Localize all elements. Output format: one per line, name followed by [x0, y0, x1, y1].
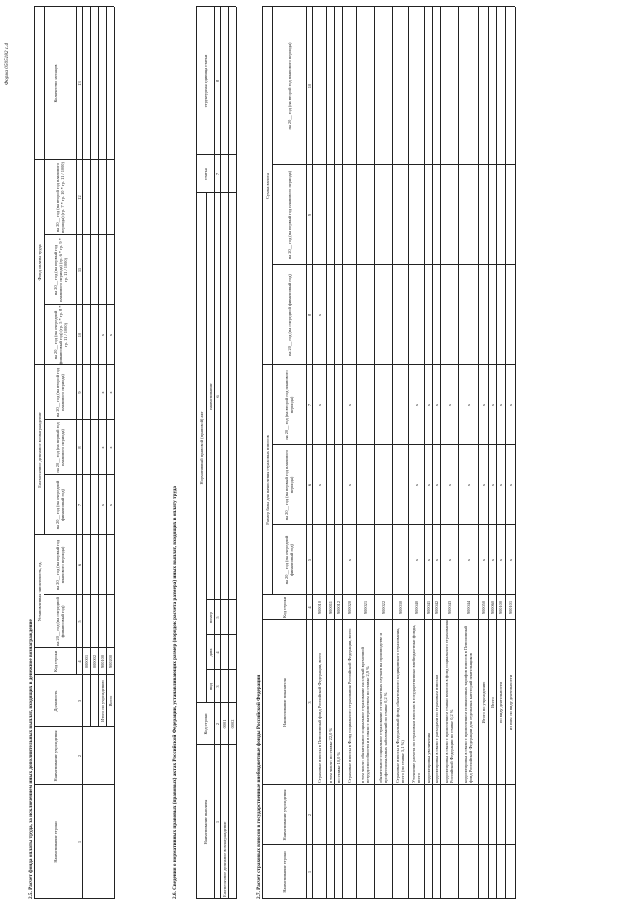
col-num-10: 10 — [76, 332, 82, 338]
col-num-2: 2 — [214, 722, 220, 726]
col-header-headcount: Установленная численность, ед. — [36, 561, 42, 622]
col-header-article: статья — [202, 168, 208, 180]
form-code: Форма 0505182 с.4 — [4, 43, 10, 85]
col-num-9: 9 — [306, 213, 312, 217]
row-label: Итого по учреждению — [480, 681, 486, 724]
row-label: Страховые взносы в Федеральный фонд обязательного медицинского страхования, всего (по ставке 5,1 %) — [395, 627, 405, 783]
col-num-8: 8 — [76, 446, 82, 449]
x-mark: х — [480, 483, 486, 487]
col-header-name: Наименование строки — [52, 821, 58, 863]
col-num-10: 10 — [306, 83, 312, 89]
x-mark: х — [425, 483, 431, 487]
x-mark: х — [480, 403, 486, 407]
row-label: по виду деятельности — [498, 682, 503, 723]
col-num-11: 11 — [76, 267, 82, 273]
row-label: Страховые взносы в Фонд социального страхования Российской Федерации, всего — [346, 628, 352, 783]
col-header-b3: на 20__ год (на второй год планового периода) — [284, 370, 294, 440]
x-mark: х — [346, 483, 352, 487]
col-num-4: 4 — [306, 606, 312, 609]
col-num-7: 7 — [306, 403, 312, 407]
row-code: 900060 — [489, 600, 495, 615]
section-2-5-title: 2.5. Расчет фонда оплаты труда, за исключением иных дополнительных выплат, входящих в денежное вознаграждение — [28, 619, 34, 899]
x-mark: х — [425, 403, 431, 407]
row-code: 900012 — [335, 600, 341, 615]
col-header-institution: Наименование учреждения — [52, 730, 58, 782]
row-label: корректировка в связи с применением пониженных тарифов взносов в Пенсионный фонд Российской Федерации для отдельных категорий плательщиков — [463, 626, 473, 783]
col-num-2: 2 — [306, 813, 312, 817]
col-header-contribution: Сумма взноса — [264, 173, 270, 199]
x-mark: х — [489, 403, 495, 407]
row-label: в том числе: обязательное социальное страхование на случай временной нетрудоспособности и в связи с материнством по ставке 2,9 % — [360, 647, 370, 783]
col-header-months: Количество месяцев — [52, 64, 58, 103]
row-code: 0002 — [229, 719, 235, 729]
col-header-monthly: Ежемесячное денежное вознаграждение — [36, 412, 42, 488]
col-header-date: дата — [207, 648, 213, 657]
row-code: 000002 — [91, 654, 97, 669]
x-mark: х — [507, 483, 513, 487]
row-label: по ставке 10,0 % — [335, 751, 341, 783]
col-num-4: 4 — [214, 651, 220, 654]
col-header-m3: на 20__ год (на второй год планового периода) — [55, 367, 65, 418]
col-header-fund: Фонд оплаты труда — [36, 244, 42, 281]
x-mark: х — [433, 558, 439, 562]
row-code: 900042 — [433, 600, 439, 615]
x-mark: х — [316, 313, 322, 317]
x-mark: х — [446, 558, 452, 562]
col-num-5: 5 — [76, 620, 82, 623]
x-mark: х — [489, 558, 495, 562]
col-num-7: 7 — [76, 503, 82, 507]
x-mark: х — [425, 558, 431, 562]
col-num-1: 1 — [214, 820, 220, 824]
col-header-code: Код строки — [52, 651, 58, 672]
row-code: 900200 — [107, 654, 113, 669]
x-mark: х — [99, 333, 105, 337]
x-mark: х — [107, 391, 113, 394]
col-num-3: 3 — [214, 685, 220, 688]
col-header-number: номер — [207, 611, 213, 624]
col-num-1: 1 — [306, 870, 312, 874]
row-label: Страховые взносы в Пенсионный фонд Российской Федерации, всего — [316, 652, 322, 783]
row-label-total: Всего — [107, 695, 113, 707]
col-num-12: 12 — [76, 195, 82, 200]
x-mark: х — [446, 403, 452, 407]
col-num-1: 1 — [76, 840, 82, 844]
row-code: 900040 — [413, 600, 419, 615]
row-label: корректировка увеличения — [425, 733, 431, 783]
x-mark: х — [498, 483, 503, 487]
x-mark: х — [316, 483, 322, 487]
x-mark: х — [465, 483, 471, 487]
col-header-s2: на 20__ год (на первый год планового периода) — [286, 170, 292, 260]
col-header-code: Код строки — [202, 713, 208, 735]
x-mark: х — [507, 558, 513, 562]
col-header-type: вид — [207, 683, 213, 690]
col-header-payment-name: Наименование выплаты — [202, 799, 208, 845]
x-mark: х — [99, 391, 105, 394]
col-num-3: 3 — [76, 699, 82, 703]
x-mark: х — [413, 483, 419, 487]
col-num-3: 3 — [306, 701, 312, 704]
row-code: 900041 — [425, 600, 431, 615]
x-mark: х — [433, 403, 439, 407]
row-label: корректировка в связи с применением ставки взносов в фонд социального страхования Российской Федерации по ставке 0,2 % — [444, 620, 454, 783]
x-mark: х — [507, 403, 513, 407]
col-header-b2: на 20__ год (на первый год планового периода) — [284, 449, 294, 521]
section-2-7-title: 2.7. Расчет страховых взносов в государственные внебюджетные фонды Российской Федерации — [256, 674, 262, 899]
row-code: 900022 — [380, 600, 386, 615]
row-code: 900044 — [465, 600, 471, 615]
x-mark: х — [498, 403, 503, 407]
x-mark: х — [316, 403, 322, 407]
col-header-institution: Наименование учреждения — [281, 789, 287, 841]
row-label: Всего — [489, 697, 495, 708]
col-num-2: 2 — [76, 754, 82, 758]
row-code: 900030 — [397, 600, 403, 615]
col-header-f3: на 20__ год (на второй год планового периода) (гр. 7 * гр. 10 * гр. 11 / 1000) — [55, 162, 65, 233]
col-header-f2: на 20__ год (на первый год планового периода) (гр. 6 * гр. 9 * гр. 11 / 1000) — [52, 238, 68, 302]
row-code: 900043 — [446, 600, 452, 615]
col-header-s1: на 20__ год (на очередной финансовый год) — [286, 274, 292, 356]
row-code: 900100 — [498, 600, 503, 615]
row-code: 900020 — [346, 600, 352, 615]
row-code: 000001 — [83, 654, 89, 669]
col-num-9: 9 — [76, 391, 82, 394]
row-label-monthly: Ежемесячное денежное вознаграждение — [221, 821, 227, 897]
col-num-6: 6 — [306, 483, 312, 487]
row-code: 900050 — [480, 600, 486, 615]
x-mark: х — [107, 333, 113, 337]
x-mark: х — [99, 503, 105, 507]
x-mark: х — [107, 446, 113, 449]
x-mark: х — [465, 403, 471, 407]
x-mark: х — [346, 403, 352, 407]
row-label-total-institution: Итого по учреждению — [99, 680, 105, 722]
col-num-6: 6 — [214, 395, 220, 398]
row-code: 900100 — [99, 654, 105, 669]
row-label: корректировка в связи с расходами по страховым взносам — [433, 674, 439, 783]
row-label: в том числе: по ставке 22,0 % — [327, 727, 333, 783]
col-num-7: 7 — [214, 172, 220, 176]
col-header-y2: на 20__ год (на первый год планового периода) — [55, 539, 65, 591]
col-header-position: Должность — [52, 690, 58, 712]
col-num-5: 5 — [214, 616, 220, 619]
x-mark: х — [413, 403, 419, 407]
row-label: из них: по виду деятельности — [507, 674, 513, 731]
x-mark: х — [446, 483, 452, 487]
x-mark: х — [413, 558, 419, 562]
col-header-y1: на 20__ год (на очередной финансовый год) — [55, 597, 65, 646]
row-code: 900010 — [316, 600, 322, 615]
col-num-13: 13 — [76, 81, 82, 86]
x-mark: х — [489, 483, 495, 487]
col-header-b1: на 20__ год (на очередной финансовый год) — [284, 535, 294, 585]
row-label: Уточнение расчета по страховым взносам в государственные внебюджетные фонды, всего — [411, 624, 421, 783]
col-header-legal-act: Нормативный правовой (правовой) акт — [198, 411, 204, 485]
col-header-name: Наименование строки — [281, 851, 287, 893]
col-header-m2: на 20__ год (на первый год планового периода) — [55, 422, 65, 473]
col-header-title: наименование — [207, 383, 213, 410]
row-label: обязательное социальное страхование от несчастных случаев на производстве и профессиональных заболеваний по ставке 0,2 % — [378, 633, 388, 783]
x-mark: х — [465, 558, 471, 562]
col-header-unit: структурная единица статьи — [202, 54, 208, 108]
col-header-indicator: Наименование показателя — [281, 678, 287, 727]
section-2-6-title: 2.6. Сведения о нормативных правовых (правовых) актах Российской Федерации, устанавливающих размер (порядок расчета размера) иных выплат, входящих в оплату труда — [172, 486, 178, 899]
col-num-8: 8 — [306, 313, 312, 317]
col-header-code: Код строки — [281, 597, 287, 618]
x-mark: х — [346, 558, 352, 562]
col-header-m1: на 20__ год (на очередной финансовый год) — [55, 480, 65, 530]
x-mark: х — [107, 503, 113, 507]
col-num-6: 6 — [76, 563, 82, 567]
col-num-5: 5 — [306, 558, 312, 562]
col-header-base: Размер базы для начисления страховых взносов — [264, 435, 270, 525]
col-header-s3: на 20__ год (на второй год планового периода) — [286, 42, 292, 130]
x-mark: х — [99, 446, 105, 449]
x-mark: х — [480, 558, 486, 562]
row-code: 900101 — [507, 600, 513, 615]
x-mark: х — [433, 483, 439, 487]
row-code: 900011 — [327, 601, 333, 615]
col-num-8: 8 — [214, 79, 220, 83]
col-header-f1: на 20__ год (на очередной финансовый год) (гр. 5 * гр. 8 * гр. 11 / 1000) — [52, 305, 68, 365]
x-mark: х — [498, 558, 503, 562]
row-code: 0001 — [221, 719, 227, 729]
row-code: 900021 — [362, 600, 368, 615]
col-num-4: 4 — [76, 660, 82, 663]
